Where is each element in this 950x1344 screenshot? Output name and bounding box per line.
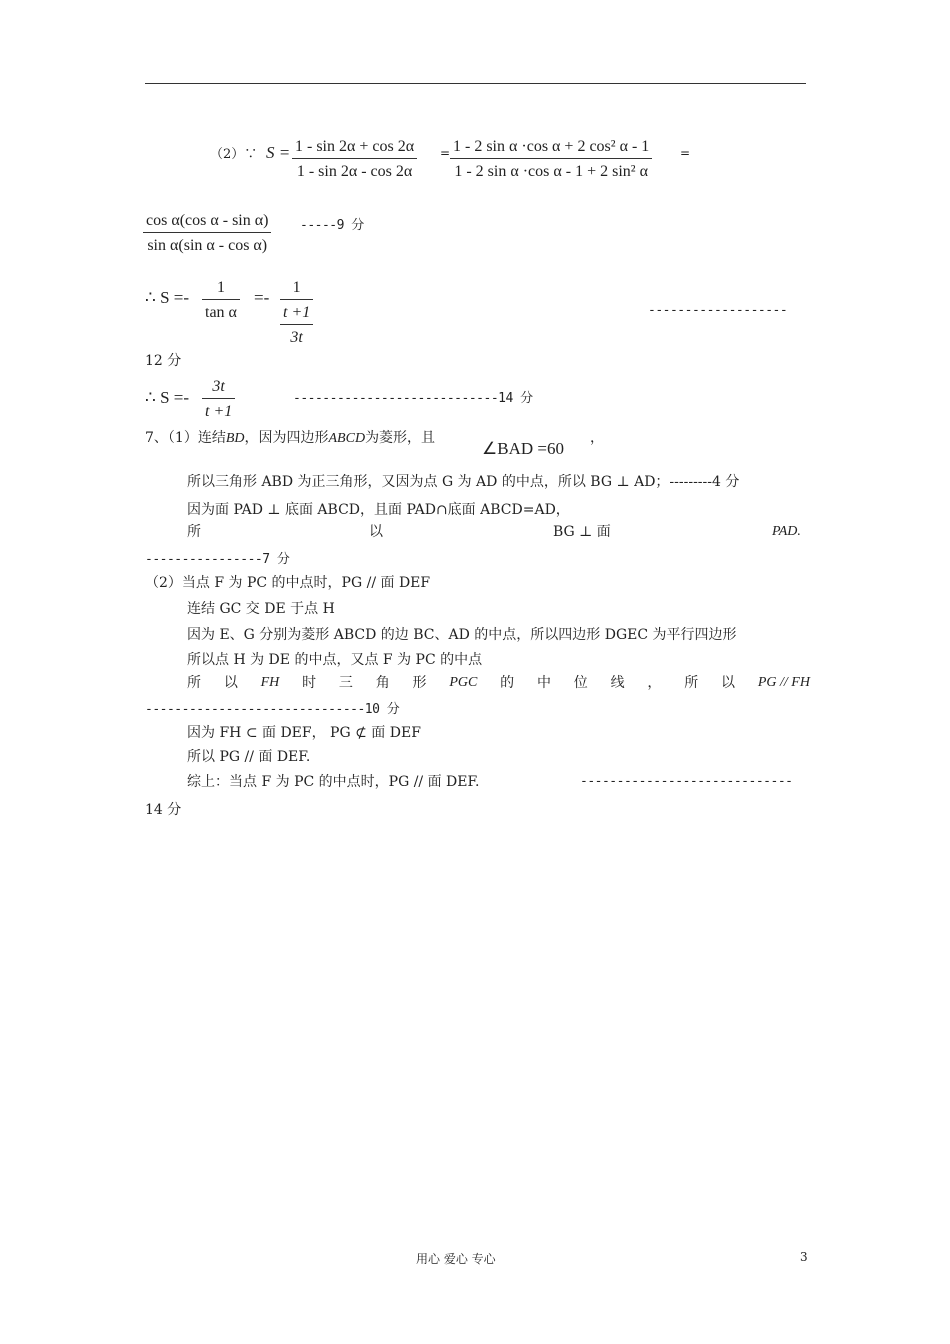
w12: ， — [647, 675, 662, 691]
q7-p2-line4: 所以点 H 为 DE 的中点，又点 F 为 PC 的中点 — [187, 652, 483, 668]
fraction-1 — [292, 138, 417, 181]
step12-b-num: 1 — [280, 279, 313, 300]
q7-line2: 所以三角形 ABD 为正三角形，又因为点 G 为 AD 的中点，所以 BG ⊥ AD；---------4 分 — [187, 474, 740, 490]
w1: 以 — [223, 675, 238, 691]
q7-line4-d: PAD. — [772, 524, 801, 539]
s-equals: S = — [266, 143, 291, 162]
w14: 以 — [721, 675, 736, 691]
q7-line1-abcd: ABCD — [328, 431, 366, 446]
header-rule — [145, 83, 806, 84]
step12-score: 12 分 — [145, 353, 182, 369]
fraction-1-numerator: 1 - sin 2α + cos 2α — [292, 138, 417, 159]
w13: 所 — [684, 675, 699, 691]
fraction-2-numerator: 1 - 2 sin α ·cos α + 2 cos² α - 1 — [450, 138, 652, 159]
angle-bad: ∠BAD =60 — [482, 439, 564, 458]
w0: 所 — [187, 675, 201, 691]
q7-p2-line10: 14 分 — [145, 802, 182, 818]
equals-end: = — [680, 146, 691, 160]
q7-p2-line9: 综上：当点 F 为 PC 的中点时，PG // 面 DEF. — [187, 774, 480, 790]
fraction-step12-a — [202, 279, 240, 322]
part2-prefix: （2）∵ — [210, 147, 258, 162]
step12-b-mid: t +1 — [280, 300, 313, 325]
q7-line3: 因为面 PAD ⊥ 底面 ABCD，且面 PAD∩底面 ABCD=AD， — [187, 502, 570, 518]
w7: PGC — [449, 675, 478, 690]
fraction-2-denominator: 1 - 2 sin α ·cos α - 1 + 2 sin² α — [454, 163, 648, 180]
w15: PG // FH — [757, 675, 810, 690]
step12-dashes: ------------------- — [648, 303, 788, 318]
q7-p2-line9-dash: ----------------------------- — [580, 774, 793, 789]
q7-p2-line1: （2）当点 F 为 PC 的中点时，PG // 面 DEF — [145, 575, 431, 591]
w4: 三 — [338, 675, 353, 691]
step12-b-den: 3t — [290, 329, 303, 346]
q7-line1-b: ，因为四边形 — [244, 430, 329, 446]
q7-p2-line3: 因为 E、G 分别为菱形 ABCD 的边 BC、AD 的中点，所以四边形 DGEC 为平行四边形 — [187, 627, 737, 643]
w2: FH — [260, 675, 280, 690]
q7-line4-a: 所 — [187, 524, 201, 540]
step14-score: ----------------------------14 分 — [293, 391, 533, 406]
step14-den: t +1 — [205, 403, 233, 420]
fraction-step9 — [143, 212, 271, 255]
q7-line1-a: 7、（1）连结 — [145, 430, 226, 446]
step9-denominator: sin α(sin α - cos α) — [147, 237, 268, 254]
q7-p2-line2: 连结 GC 交 DE 于点 H — [187, 601, 335, 617]
q7-line1-comma: ， — [590, 430, 604, 446]
equals-small: = — [440, 146, 451, 160]
step12-eq: =- — [254, 288, 270, 307]
q7-line1-bd: BD — [225, 431, 245, 446]
step14-therefore: ∴ S =- — [145, 388, 190, 407]
w3: 时 — [302, 675, 317, 691]
w5: 角 — [375, 675, 390, 691]
step12-a-num: 1 — [202, 279, 240, 300]
step12-therefore: ∴ S =- — [145, 288, 190, 307]
page-number: 3 — [800, 1250, 808, 1264]
footer-motto: 用心 爱心 专心 — [416, 1252, 496, 1266]
step9-score: -----9 分 — [300, 218, 364, 233]
q7-line4-c: BG ⊥ 面 — [553, 524, 611, 540]
q7-line5: ----------------7 分 — [145, 552, 290, 567]
q7-p2-line8: 所以 PG // 面 DEF. — [187, 749, 311, 765]
q7-line1-c: 为菱形，且 — [365, 430, 436, 446]
q7-p2-line5 — [187, 674, 810, 692]
q7-p2-line6: ------------------------------10 分 — [145, 702, 400, 717]
fraction-step14 — [202, 378, 235, 421]
q7-line1 — [145, 429, 435, 448]
fraction-step12-b — [280, 279, 313, 347]
w10: 位 — [573, 675, 588, 691]
w11: 线 — [610, 675, 625, 691]
w8: 的 — [500, 675, 515, 691]
step9-numerator: cos α(cos α - sin α) — [143, 212, 271, 233]
step12-a-den: tan α — [205, 304, 237, 321]
step14-num: 3t — [202, 378, 235, 399]
w6: 形 — [412, 675, 427, 691]
fraction-2 — [450, 138, 652, 181]
q7-p2-line7: 因为 FH ⊂ 面 DEF， PG ⊄ 面 DEF — [187, 725, 421, 741]
q7-line4-b: 以 — [369, 524, 383, 540]
w9: 中 — [536, 675, 551, 691]
fraction-1-denominator: 1 - sin 2α - cos 2α — [296, 163, 413, 180]
